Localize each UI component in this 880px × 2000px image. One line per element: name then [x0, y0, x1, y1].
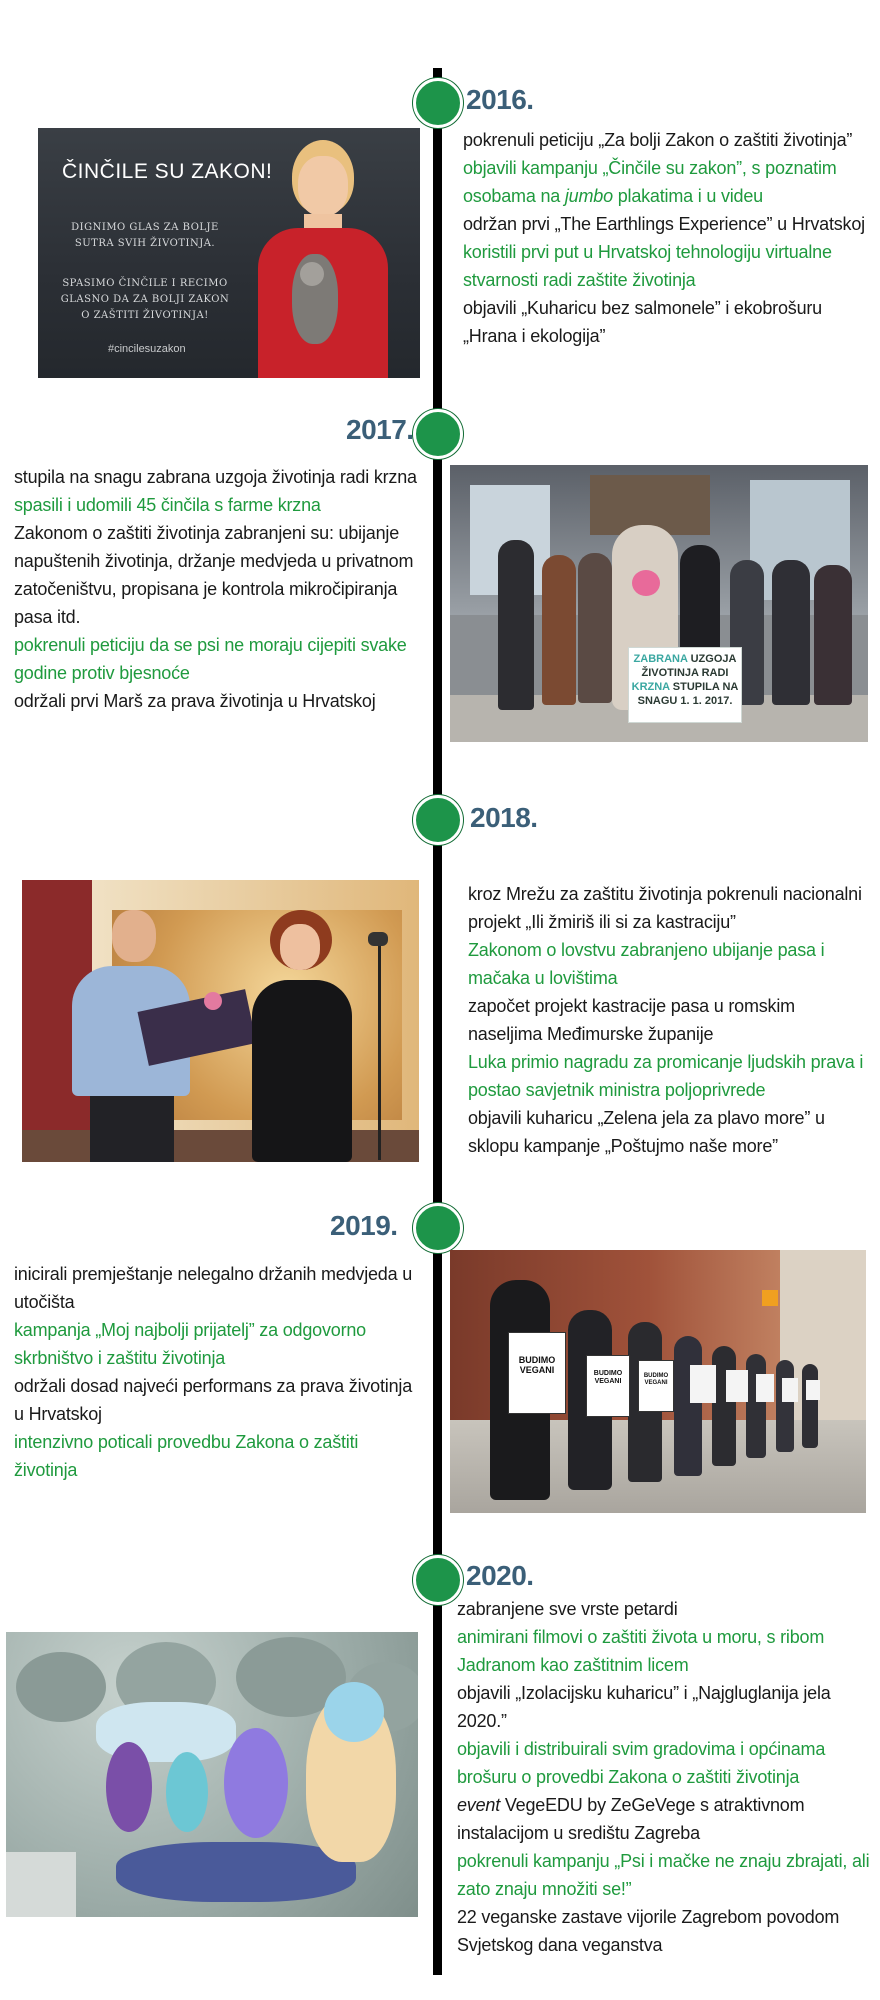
timeline-entry	[457, 1791, 873, 1847]
timeline-entry-text: objavili kampanju „Činčile su zakon”, s poznatim osobama na jumbo plakatima i u videu	[463, 158, 837, 206]
timeline-entry-text: event VegeEDU by ZeGeVege s atraktivnom instalacijom u središtu Zagreba	[457, 1795, 805, 1843]
year-label-2018: 2018.	[470, 802, 538, 833]
timeline-entry: 22 veganske zastave vijorile Zagrebom povodom Svjetskog dana veganstva	[457, 1907, 840, 1955]
vegan-sign: BUDIMO VEGANI	[638, 1360, 674, 1412]
year-marker-2020	[413, 1555, 463, 1605]
fur-ban-sign: ZABRANA UZGOJA ŽIVOTINJA RADI KRZNA STUPILA NA SNAGU 1. 1. 2017.	[628, 647, 742, 723]
poster-line-1: DIGNIMO GLAS ZA BOLJE SUTRA SVIH ŽIVOTINJA.	[71, 222, 219, 249]
timeline-entry: zabranjene sve vrste petardi	[457, 1599, 678, 1619]
campaign-poster-photo	[38, 128, 420, 378]
timeline-entry: objavili kuharicu „Zelena jela za plavo more” u sklopu kampanje „Poštujmo naše more”	[468, 1108, 825, 1156]
timeline-entry	[463, 154, 873, 210]
entries-2016	[463, 126, 873, 350]
timeline-entry: intenzivno poticali provedbu Zakona o zaštiti životinja	[14, 1432, 359, 1480]
vegan-sign: BUDIMO VEGANI	[508, 1332, 566, 1414]
timeline-entry: stupila na snagu zabrana uzgoja životinja radi krzna	[14, 467, 417, 487]
timeline-entry: održan prvi „The Earthlings Experience” u Hrvatskoj	[463, 214, 865, 234]
year-marker-2017	[413, 409, 463, 459]
year-marker-2018	[413, 795, 463, 845]
timeline-entry: animirani filmovi o zaštiti života u moru, s ribom Jadranom kao zaštitnim licem	[457, 1627, 825, 1675]
year-label-2017: 2017.	[346, 414, 414, 445]
entries-2019	[14, 1260, 424, 1484]
timeline-entry: pokrenuli peticiju da se psi ne moraju cijepiti svake godine protiv bjesnoće	[14, 635, 407, 683]
award-ceremony-photo	[22, 880, 419, 1162]
year-marker-2016	[413, 78, 463, 128]
timeline-entry: Luka primio nagradu za promicanje ljudskih prava i postao savjetnik ministra poljoprivrede	[468, 1052, 864, 1100]
timeline-entry: pokrenuli peticiju „Za bolji Zakon o zaštiti životinja”	[463, 130, 853, 150]
year-marker-2019	[413, 1203, 463, 1253]
woman-figure	[256, 128, 420, 378]
woman-figure	[242, 910, 362, 1162]
poster-hashtag: #cincilesuzakon	[108, 343, 186, 355]
timeline-line	[433, 68, 442, 1975]
timeline-entry: objavili i distribuirali svim gradovima i općinama brošuru o provedbi Zakona o zaštiti životinja	[457, 1739, 826, 1787]
timeline-entry: započet projekt kastracije pasa u romskim naseljima Međimurske županije	[468, 996, 795, 1044]
fur-ban-group-photo	[450, 465, 868, 742]
timeline-entry: Zakonom o zaštiti životinja zabranjeni su: ubijanje napuštenih životinja, držanje medvjeda u privatnom zatočeništvu, propisana je kontrola mikročipiranja pasa itd.	[14, 523, 414, 627]
timeline-entry: objavili „Kuharicu bez salmonele” i ekobrošuru „Hrana i ekologija”	[463, 298, 822, 346]
vegan-march-photo	[450, 1250, 866, 1513]
poster-title: ČINČILE SU ZAKON!	[62, 160, 273, 183]
year-label-2019: 2019.	[330, 1210, 398, 1241]
poster-line-2: SPASIMO ČINČILE I RECIMO GLASNO DA ZA BOLJI ZAKON O ZAŠTITI ŽIVOTINJA!	[60, 278, 230, 321]
timeline-entry: koristili prvi put u Hrvatskoj tehnologiju virtualne stvarnosti radi zaštite životinja	[463, 242, 832, 290]
timeline-entry: pokrenuli kampanju „Psi i mačke ne znaju zbrajati, ali zato znaju množiti se!”	[457, 1851, 870, 1899]
timeline-entry: spasili i udomili 45 činčila s farme krzna	[14, 495, 321, 515]
entries-2017	[14, 463, 424, 715]
timeline-entry: kroz Mrežu za zaštitu životinja pokrenuli nacionalni projekt „Ili žmiriš ili si za kastraciju”	[468, 884, 862, 932]
vegan-sign: BUDIMO VEGANI	[586, 1355, 630, 1417]
animated-film-still	[6, 1632, 418, 1917]
timeline-entry: održali prvi Marš za prava životinja u Hrvatskoj	[14, 691, 376, 711]
timeline-entry: kampanja „Moj najbolji prijatelj” za odgovorno skrbništvo i zaštitu životinja	[14, 1320, 366, 1368]
entries-2020	[457, 1595, 873, 1959]
timeline-entry: održali dosad najveći performans za prava životinja u Hrvatskoj	[14, 1376, 413, 1424]
year-label-2016: 2016.	[466, 84, 534, 115]
year-label-2020: 2020.	[466, 1560, 534, 1591]
timeline-entry: objavili „Izolacijsku kuharicu” i „Najgluglanija jela 2020.”	[457, 1683, 831, 1731]
entries-2018	[468, 880, 868, 1160]
timeline-entry: Zakonom o lovstvu zabranjeno ubijanje pasa i mačaka u lovištima	[468, 940, 825, 988]
timeline-entry: inicirali premještanje nelegalno držanih medvjeda u utočišta	[14, 1264, 413, 1312]
